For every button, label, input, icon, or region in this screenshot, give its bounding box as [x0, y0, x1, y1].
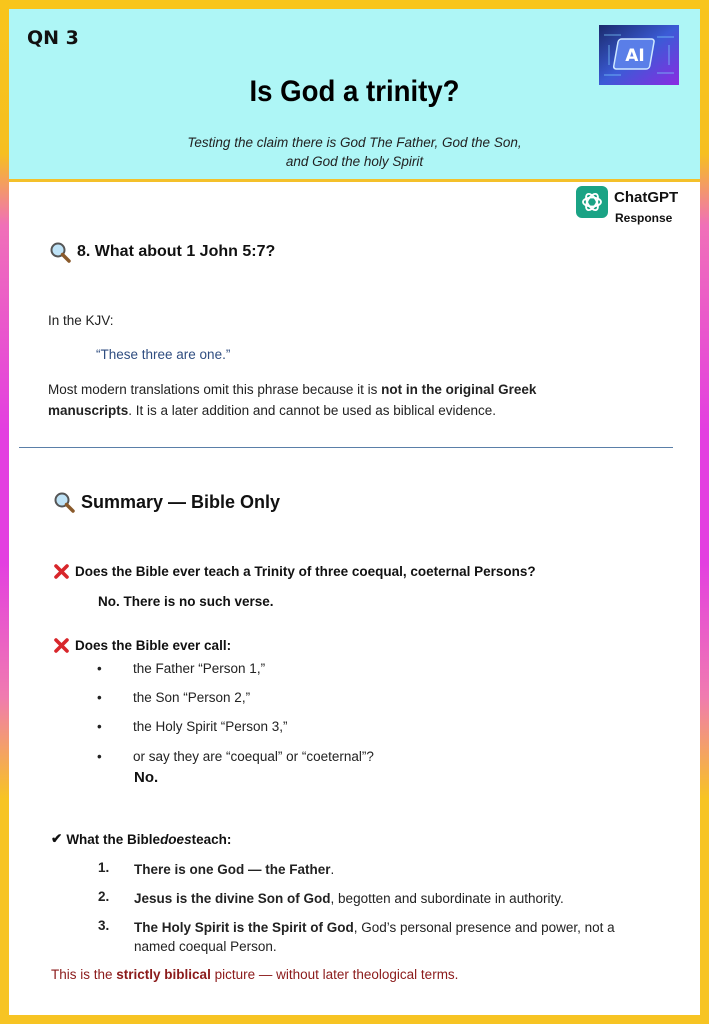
- cross-mark-icon: [53, 563, 70, 580]
- question-1-text: Does the Bible ever teach a Trinity of three coequal, coeternal Persons?: [75, 564, 536, 579]
- check-mark-icon: ✔: [51, 831, 63, 846]
- title-banner: [9, 9, 700, 182]
- closing-statement: [51, 967, 458, 982]
- body-text-bold: not in the original Greek manuscripts: [48, 382, 537, 418]
- bible-teaches-heading: [51, 831, 231, 847]
- subtitle-line-1: Testing the claim there is God The Father, God the Son,: [187, 135, 522, 150]
- cross-mark-icon: [53, 637, 70, 654]
- closing-suffix: picture — without later theological terms.: [210, 967, 459, 982]
- question-2-text: Does the Bible ever call:: [75, 638, 232, 653]
- section-8-heading: [49, 241, 275, 263]
- summary-title: Summary — Bible Only: [81, 491, 281, 512]
- closing-prefix: This is the: [51, 967, 117, 982]
- answer-1: No. There is no such verse.: [98, 594, 274, 609]
- document-page: QN 3 AI Is God a trinity? Testing the claim there is God The Father, God the Son, and God the holy Spirit ChatGPT Response 8. What about 1 John 5:7? In the KJV: “These three are one.” Most modern translations omit this phrase because it is not in the original Greek manuscripts. It is a later addition and cannot be used as biblical evidence. Summary — Bible Only Does the Bible ever teach a Trinity of three coequal, coeternal Persons? No. There is no such verse. Does the Bible ever call: • the Father “Person 1,” • the Son “Person 2,” • the Holy Spirit “Person 3,” • or say they are “coequal” or “coeternal”? No. ✔ What the Bible does teach: 1. There is one God — the Father. 2. Jesus is the divine Son of God, begotten and subordinate in authority. 3. The Holy Spirit is the Spirit of God, God’s personal presence and power, not a named coequal Person. This is the strictly biblical picture — without later theological terms.: [9, 9, 700, 1015]
- ai-badge-text: AI: [625, 46, 645, 66]
- summary-heading: [53, 491, 280, 513]
- chatgpt-response-badge: [576, 185, 696, 235]
- question-1: [53, 563, 536, 580]
- chatgpt-logo-icon: [576, 186, 608, 218]
- section-8-title: 8. What about 1 John 5:7?: [77, 243, 276, 260]
- question-number: QN 3: [27, 27, 79, 49]
- page-title: Is God a trinity?: [249, 75, 460, 108]
- teach-suffix: teach:: [191, 831, 232, 847]
- body-text-start: Most modern translations omit this phrase because it is: [48, 382, 382, 397]
- magnifier-icon: [49, 241, 71, 263]
- magnifier-icon: [53, 491, 75, 513]
- page-subtitle: [9, 133, 700, 171]
- body-text-end: . It is a later addition and cannot be used as biblical evidence.: [128, 403, 497, 418]
- subtitle-line-2: and God the holy Spirit: [285, 154, 424, 169]
- teach-italic: does: [160, 831, 192, 847]
- teach-prefix: What the Bible: [66, 831, 161, 847]
- question-2: [53, 637, 231, 654]
- chatgpt-name: ChatGPT: [614, 189, 679, 206]
- closing-bold: strictly biblical: [116, 967, 211, 982]
- section-divider: [19, 447, 673, 448]
- answer-2: No.: [134, 769, 159, 786]
- section-8-body: [48, 379, 608, 421]
- kjv-label: In the KJV:: [48, 313, 114, 328]
- kjv-quote: “These three are one.”: [96, 347, 231, 362]
- response-label: Response: [615, 211, 673, 225]
